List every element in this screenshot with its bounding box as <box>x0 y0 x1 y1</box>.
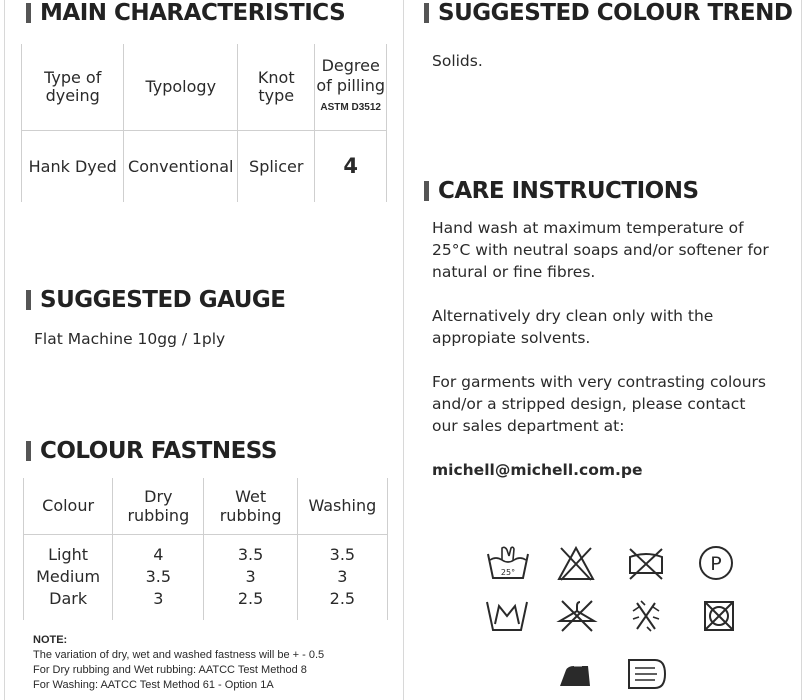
heading-text: SUGGESTED COLOUR TREND <box>438 0 793 26</box>
colour-fastness-table <box>23 478 388 620</box>
colour-trend-text: Solids. <box>432 52 483 70</box>
heading-text: CARE INSTRUCTIONS <box>438 178 699 204</box>
dry-cell: 4 3.5 3 <box>113 534 204 620</box>
main-characteristics-table <box>21 44 387 202</box>
care-instructions-heading <box>424 178 699 204</box>
do-not-wring-icon <box>627 597 665 635</box>
svg-text:25°: 25° <box>500 568 516 577</box>
note-line: The variation of dry, wet and washed fastness will be + - 0.5 <box>33 649 325 661</box>
heading-bar <box>424 3 429 23</box>
note-title: NOTE: <box>33 634 68 646</box>
do-not-dry-flat-icon <box>701 598 737 634</box>
do-not-tumble-dry-icon <box>626 545 666 581</box>
suggested-gauge-heading <box>26 287 286 313</box>
heading-bar <box>26 290 31 310</box>
header-knot-type: Knot type <box>238 44 315 130</box>
heading-bar <box>26 441 31 461</box>
care-paragraph-1: Hand wash at maximum temperature of 25°C with neutral soaps and/or softener for natural or fine fibres. <box>432 219 769 281</box>
header-wet-rubbing: Wet rubbing <box>204 478 297 534</box>
header-colour: Colour <box>24 478 113 534</box>
header-dry-rubbing: Dry rubbing <box>113 478 204 534</box>
colour-fastness-heading <box>26 438 277 464</box>
value-knot: Splicer <box>238 130 315 202</box>
header-dyeing: Type of dyeing <box>22 44 124 130</box>
header-typology: Typology <box>124 44 238 130</box>
dry-clean-p-icon <box>697 544 735 582</box>
iron-icon <box>556 662 596 690</box>
colour-cell: Light Medium Dark <box>24 534 113 620</box>
svg-text:P: P <box>710 553 722 575</box>
heading-text: COLOUR FASTNESS <box>40 438 277 464</box>
value-pilling: 4 <box>315 130 387 202</box>
do-not-iron-hanger-icon <box>556 597 598 635</box>
heading-bar <box>26 3 31 23</box>
header-pilling: Degree of pilling ASTM D3512 <box>315 44 387 130</box>
care-paragraph-2: Alternatively dry clean only with the appropiate solvents. <box>432 307 714 347</box>
left-border <box>4 0 5 700</box>
value-typology: Conventional <box>124 130 238 202</box>
heading-bar <box>424 181 429 201</box>
contact-email[interactable]: michell@michell.com.pe <box>432 461 643 479</box>
column-divider <box>403 0 404 700</box>
heading-text: SUGGESTED GAUGE <box>40 287 286 313</box>
heading-text: MAIN CHARACTERISTICS <box>40 0 346 26</box>
header-washing: Washing <box>297 478 387 534</box>
main-characteristics-heading <box>26 0 345 26</box>
dry-in-shade-icon <box>625 656 669 692</box>
note-line: For Washing: AATCC Test Method 61 - Option 1A <box>33 679 274 691</box>
do-not-bleach-icon <box>557 544 595 582</box>
value-dyeing: Hank Dyed <box>22 130 124 202</box>
wash-mild-process-icon <box>484 598 530 634</box>
right-border <box>801 0 802 700</box>
care-paragraph-3: For garments with very contrasting colours and/or a stripped design, please contact our sales department at: <box>432 373 767 435</box>
colour-trend-heading <box>424 0 792 26</box>
fastness-note <box>33 633 324 693</box>
wet-cell: 3.5 3 2.5 <box>204 534 297 620</box>
note-line: For Dry rubbing and Wet rubbing: AATCC Test Method 8 <box>33 664 307 676</box>
gauge-text: Flat Machine 10gg / 1ply <box>34 330 226 348</box>
hand-wash-icon <box>485 546 531 582</box>
washing-cell: 3.5 3 2.5 <box>297 534 387 620</box>
